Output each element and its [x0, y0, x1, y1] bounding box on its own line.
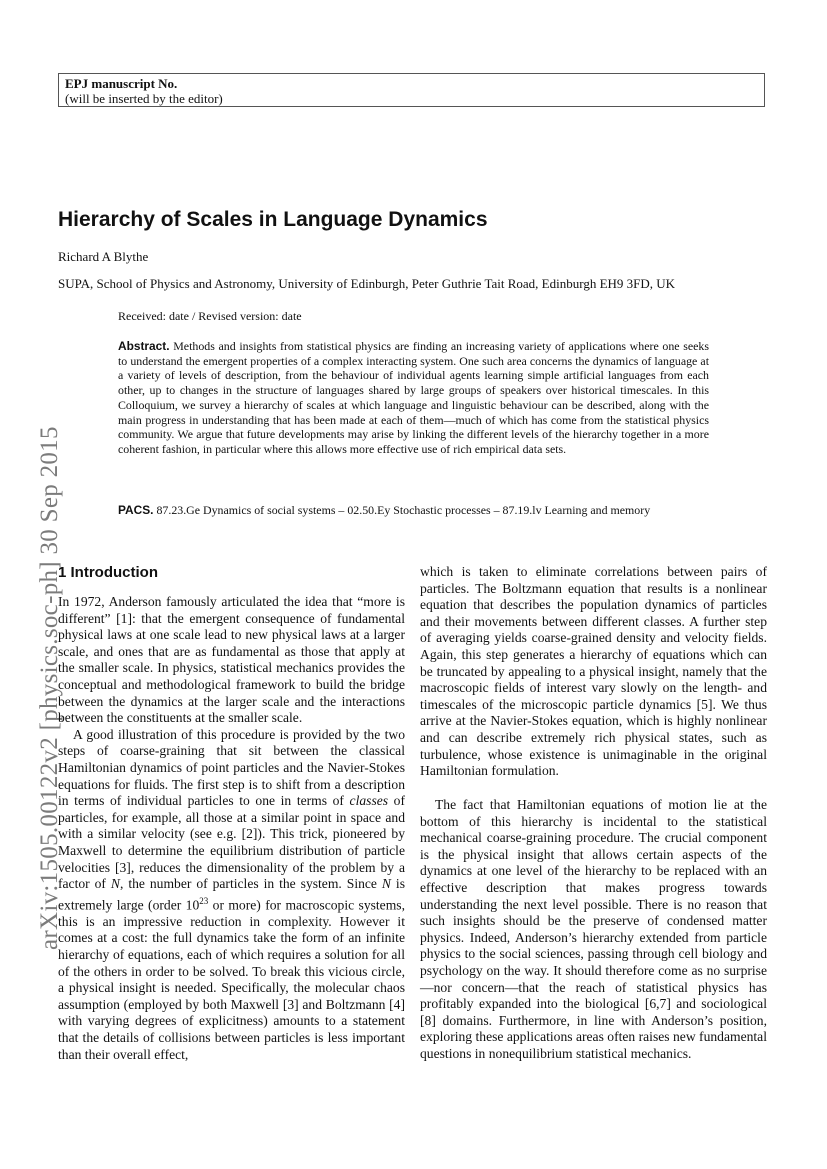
emphasis-classes: classes	[349, 793, 389, 809]
paragraph-2-part: of particles, for example, all those at a similar point in space and with a similar velocity (see e.g. [2]). This trick, pioneered by Maxwell to determine the equilibrium distribution of particle velocities [3], reduces the dimensionality of the problem by a factor of	[58, 793, 405, 892]
author-affiliation: SUPA, School of Physics and Astronomy, University of Edinburgh, Peter Guthrie Tait Road, Edinburgh EH9 3FD, UK	[58, 276, 676, 291]
paragraph-2-part: is extremely large (order 10	[58, 876, 405, 913]
paragraph-3: which is taken to eliminate correlations between pairs of particles. The Boltzmann equation that results is a nonlinear equation that describes the population dynamics of particles and their movements between different classes. A further step of averaging yields coarse-grained density and velocity fields. Again, this step generates a hierarchy of equations which can be truncated by appealing to a physical insight, namely that the macroscopic fields of interest vary slowly on the length- and timescales of the microscopic particle dynamics [5]. We thus arrive at the Navier-Stokes equation, which is highly nonlinear and can describe extremely rich physical states, such as turbulence, whose existence is unimaginable in the original Hamiltonian formulation.	[420, 564, 767, 779]
paragraph-2-part: or more) for macroscopic systems, this is an impressive reduction in complexity. However it comes at a cost: the full dynamics take the form of an infinite hierarchy of equations, each of which requires a solution for all of the others in order to be solved. To break this vicious circle, a physical insight is needed. Specifically, the molecular chaos assumption (employed by both Maxwell [3] and Boltzmann [4] with varying degrees of explicitness) amounts to a statement that the details of collisions between particles is less important than their overall effect,	[58, 897, 405, 1062]
abstract-text: Methods and insights from statistical physics are finding an increasing variety of applications where one seeks to understand the emergent properties of a complex interacting system. One such area concerns the dynamics of language at a variety of levels of description, from the behaviour of individual agents learning simple artificial languages from each other, up to changes in the structure of languages shared by large groups of speakers over historical timescales. In this Colloquium, we survey a hierarchy of scales at which language and linguistic behaviour can be described, along with the main progress in understanding that has been made at each of them—much of which has come from the statistical physics community. We argue that future developments may arise by linking the different levels of the hierarchy together in a more coherent fashion, in particular where this allows more effective use of rich empirical data sets.	[118, 339, 709, 456]
right-column-top	[420, 564, 767, 780]
math-n: N	[381, 876, 391, 892]
right-column-bottom	[420, 797, 767, 1063]
paragraph-2	[58, 727, 405, 1063]
manuscript-label: EPJ manuscript No.	[65, 76, 178, 91]
left-column	[58, 594, 405, 1063]
arxiv-identifier-stamp: arXiv:1505.00122v2 [physics.soc-ph] 30 Sep 2015	[36, 426, 63, 950]
pacs-codes	[118, 503, 709, 518]
paragraph-4: The fact that Hamiltonian equations of motion lie at the bottom of this hierarchy is incidental to the statistical mechanical coarse-graining procedure. The crucial component is the physical insight that allows certain aspects of the dynamics at one level of the hierarchy to be replaced with an effective description that makes progress towards understanding the next level possible. There is no reason that such insights should be the preserve of condensed matter physics. Indeed, Anderson’s hierarchy extended from particle physics to the social sciences, passing through cell biology and psychology on the way. It should therefore come as no surprise—nor concern—that the reach of statistical physics has profitably expanded into the biological [6,7] and sociological [8] domains. Furthermore, in line with Anderson’s position, exploring these applications areas often raises new fundamental questions in nonequilibrium statistical mechanics.	[420, 797, 767, 1061]
paper-title: Hierarchy of Scales in Language Dynamics	[58, 208, 488, 231]
author-name: Richard A Blythe	[58, 249, 149, 264]
editor-note: (will be inserted by the editor)	[65, 91, 223, 106]
abstract	[118, 339, 709, 457]
pacs-text: 87.23.Ge Dynamics of social systems – 02.50.Ey Stochastic processes – 87.19.lv Learning and memory	[156, 503, 651, 517]
math-n: N	[110, 876, 120, 892]
paragraph-2-part: , the number of particles in the system. Since	[119, 876, 382, 892]
received-date: Received: date / Revised version: date	[118, 309, 302, 323]
section-heading-introduction: 1 Introduction	[58, 564, 158, 581]
manuscript-header-box	[58, 73, 765, 107]
abstract-label: Abstract.	[118, 339, 170, 353]
exponent: 23	[199, 895, 209, 906]
paragraph-2-part: A good illustration of this procedure is provided by the two steps of coarse-graining that sit between the classical Hamiltonian dynamics of point particles and the Navier-Stokes equations for fluids. The first step is to shift from a description in terms of individual particles to one in terms of	[58, 726, 405, 809]
paragraph-1: In 1972, Anderson famously articulated the idea that “more is different” [1]: that the emergent consequence of fundamental physical laws at one scale lead to new physical laws at a larger scale, and ones that are as fundamental as those that apply at the smaller scale. In physics, statistical mechanics provides the conceptual and methodological framework to build the bridge between the dynamics at the larger scale and the interactions between the constituents at the smaller scale.	[58, 594, 405, 726]
pacs-label: PACS.	[118, 503, 154, 517]
